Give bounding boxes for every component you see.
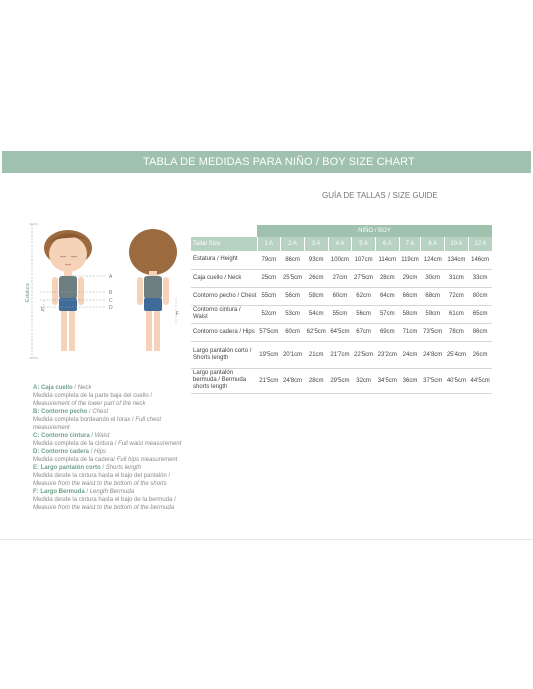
legend-letter: D:	[33, 449, 40, 455]
size-header: 4 A	[328, 237, 352, 251]
table-cell: 58cm	[304, 287, 328, 305]
legend-desc: Medida desde la cintura hasta el bajo del pantalón /	[33, 473, 171, 479]
group-header-row	[191, 225, 492, 237]
table-cell: 67cm	[352, 323, 376, 341]
table-cell: 44'5cm	[468, 368, 492, 393]
legend-desc: Medida completa de la cintura /	[33, 441, 119, 447]
legend-item-e: E: Largo pantalón corto / Shorts length Medida desde la cintura hasta el bajo del pantalón / Measure from the waist to the bottom of the shorts	[33, 465, 171, 487]
legend-letter: A:	[33, 385, 40, 391]
table-cell: 107cm	[352, 251, 376, 269]
table-cell: 72cm	[445, 287, 469, 305]
table-cell: 28cm	[375, 269, 399, 287]
legend-desc-en: Measure from the waist to the bottom of the shorts	[33, 481, 167, 487]
table-cell: 54cm	[304, 305, 328, 323]
legend-term-en: Neck	[77, 385, 92, 391]
boy-front-figure	[44, 230, 92, 351]
size-guide-title: GUÍA DE TALLAS / SIZE GUIDE	[322, 191, 438, 200]
boy-back-figure	[129, 229, 180, 351]
table-cell: 73'5cm	[421, 323, 445, 341]
table-row	[191, 341, 492, 368]
table-cell: 119cm	[399, 251, 421, 269]
table-cell: 71cm	[399, 323, 421, 341]
table-cell: 37'5cm	[421, 368, 445, 393]
table-cell: 27'5cm	[352, 269, 376, 287]
table-cell: 31cm	[445, 269, 469, 287]
table-cell: 36cm	[399, 368, 421, 393]
group-header: NIÑO / BOY	[257, 225, 492, 237]
table-cell: 57cm	[375, 305, 399, 323]
size-header-row	[191, 237, 492, 251]
size-header: 5 A	[352, 237, 376, 251]
size-header: 8 A	[421, 237, 445, 251]
table-cell: 59cm	[421, 305, 445, 323]
table-cell: 33cm	[468, 269, 492, 287]
legend-letter: B:	[33, 409, 40, 415]
table-row	[191, 323, 492, 341]
table-cell: 56cm	[352, 305, 376, 323]
table-cell: 21'7cm	[328, 341, 352, 368]
row-label: Contorno cadera / Hips	[191, 323, 257, 341]
table-cell: 25'4cm	[445, 341, 469, 368]
table-cell: 79cm	[257, 251, 281, 269]
legend-term-en: Length Bermuda	[89, 489, 135, 495]
table-cell: 25cm	[257, 269, 281, 287]
table-cell: 20'1cm	[281, 341, 305, 368]
size-header: 2 A	[281, 237, 305, 251]
table-cell: 100cm	[328, 251, 352, 269]
legend-desc-en: Full chest measurement	[33, 417, 162, 431]
row-label: Caja cuello / Neck	[191, 269, 257, 287]
marker-c: C	[109, 298, 113, 304]
table-cell: 40'5cm	[445, 368, 469, 393]
table-cell: 28cm	[304, 368, 328, 393]
table-cell: 24'8cm	[281, 368, 305, 393]
group-header-spacer	[191, 225, 257, 237]
legend-item-c: C: Contorno cintura / Waist Medida completa de la cintura / Full waist measurement	[33, 433, 182, 447]
table-cell: 29'5cm	[328, 368, 352, 393]
table-cell: 52cm	[257, 305, 281, 323]
table-cell: 55cm	[328, 305, 352, 323]
size-corner-header: Talla/ Size	[191, 237, 257, 251]
size-chart-banner: TABLA DE MEDIDAS PARA NIÑO / BOY SIZE CHART	[2, 151, 531, 173]
table-cell: 62'5cm	[304, 323, 328, 341]
table-cell: 24'8cm	[421, 341, 445, 368]
table-cell: 65cm	[468, 305, 492, 323]
size-header: 12 A	[468, 237, 492, 251]
legend-desc: Medida completa de la cadera/	[33, 457, 117, 463]
row-label: Estatura / Height	[191, 251, 257, 269]
table-cell: 60cm	[328, 287, 352, 305]
table-row	[191, 287, 492, 305]
legend-letter: E:	[33, 465, 39, 471]
legend-term: Caja cuello	[41, 385, 73, 391]
height-axis-label: Estatura	[25, 283, 31, 302]
legend-desc: Medida completa de la parte baja del cuello /	[33, 393, 153, 399]
row-label: Contorno pecho / Chest	[191, 287, 257, 305]
table-cell: 86cm	[281, 251, 305, 269]
table-cell: 58cm	[399, 305, 421, 323]
table-cell: 60cm	[281, 323, 305, 341]
table-cell: 57'5cm	[257, 323, 281, 341]
legend-item-b: B: Contorno pecho / Chest Medida completa bordeando el torax / Full chest measurement	[33, 409, 162, 431]
legend-letter: C:	[33, 433, 40, 439]
legend-item-d: D: Contorno cadera / Hips Medida completa de la cadera/ Full hips measurement	[33, 449, 178, 463]
size-header: 6 A	[375, 237, 399, 251]
size-header: 1 A	[257, 237, 281, 251]
table-cell: 80cm	[468, 287, 492, 305]
measurement-legend	[33, 384, 183, 512]
table-cell: 53cm	[281, 305, 305, 323]
table-cell: 146cm	[468, 251, 492, 269]
marker-e: E	[41, 307, 45, 313]
table-row	[191, 251, 492, 269]
legend-desc-en: Measurement of the lower part of the neck	[33, 401, 146, 407]
legend-desc: Medida desde la cintura hasta el bajo de la bermuda /	[33, 497, 176, 503]
table-cell: 25'5cm	[281, 269, 305, 287]
size-header: 3 A	[304, 237, 328, 251]
size-header: 7 A	[399, 237, 421, 251]
table-cell: 19'5cm	[257, 341, 281, 368]
marker-b: B	[109, 290, 113, 296]
table-row	[191, 305, 492, 323]
table-cell: 21cm	[304, 341, 328, 368]
table-cell: 64cm	[375, 287, 399, 305]
legend-item-f: F: Largo Bermuda / Length Bermuda Medida desde la cintura hasta el bajo de la bermuda / Measure from the waist to the bottom of the bermuda	[33, 489, 176, 511]
table-row	[191, 368, 492, 393]
size-table	[191, 225, 492, 394]
legend-letter: F:	[33, 489, 39, 495]
table-cell: 22'5cm	[352, 341, 376, 368]
boy-measurement-illustration	[16, 218, 186, 368]
table-cell: 26cm	[468, 341, 492, 368]
table-cell: 29cm	[399, 269, 421, 287]
table-cell: 69cm	[375, 323, 399, 341]
table-cell: 61cm	[445, 305, 469, 323]
table-cell: 114cm	[375, 251, 399, 269]
table-cell: 62cm	[352, 287, 376, 305]
size-header: 10 A	[445, 237, 469, 251]
table-cell: 68cm	[421, 287, 445, 305]
legend-term-en: Shorts length	[105, 465, 142, 471]
table-cell: 32cm	[352, 368, 376, 393]
table-cell: 93cm	[304, 251, 328, 269]
table-cell: 134cm	[445, 251, 469, 269]
legend-term: Contorno cadera	[41, 449, 90, 455]
legend-term-en: Waist	[94, 433, 110, 439]
legend-item-a: A: Caja cuello / Neck Medida completa de la parte baja del cuello / Measurement of the lower part of the neck	[33, 385, 153, 407]
legend-term: Contorno pecho	[41, 409, 88, 415]
table-cell: 30cm	[421, 269, 445, 287]
marker-a: A	[109, 274, 113, 280]
table-cell: 56cm	[281, 287, 305, 305]
legend-term-en: Hips	[94, 449, 107, 455]
table-cell: 23'2cm	[375, 341, 399, 368]
row-label: Contorno cintura / Waist	[191, 305, 257, 323]
table-cell: 34'5cm	[375, 368, 399, 393]
row-label: Largo pantalón bermuda / Bermuda shorts length	[191, 368, 257, 393]
row-label: Largo pantalón corto / Shorts length	[191, 341, 257, 368]
legend-desc: Medida completa bordeando el torax /	[33, 417, 136, 423]
table-row	[191, 269, 492, 287]
legend-desc-en: Measure from the waist to the bottom of the bermuda	[33, 505, 175, 511]
table-cell: 64'5cm	[328, 323, 352, 341]
table-cell: 86cm	[468, 323, 492, 341]
table-cell: 26cm	[304, 269, 328, 287]
legend-desc-en: Full waist measurement	[118, 441, 182, 447]
marker-d: D	[109, 305, 113, 311]
marker-f: F	[176, 311, 180, 317]
table-cell: 24cm	[399, 341, 421, 368]
legend-term-en: Chest	[92, 409, 109, 415]
page-divider	[0, 539, 533, 540]
legend-term: Largo Bermuda	[40, 489, 85, 495]
table-cell: 21'5cm	[257, 368, 281, 393]
table-cell: 55cm	[257, 287, 281, 305]
legend-term: Largo pantalón corto	[40, 465, 101, 471]
legend-desc-en: Full hips measurement	[116, 457, 178, 463]
table-cell: 78cm	[445, 323, 469, 341]
table-cell: 66cm	[399, 287, 421, 305]
legend-term: Contorno cintura	[41, 433, 90, 439]
table-cell: 27cm	[328, 269, 352, 287]
table-cell: 124cm	[421, 251, 445, 269]
